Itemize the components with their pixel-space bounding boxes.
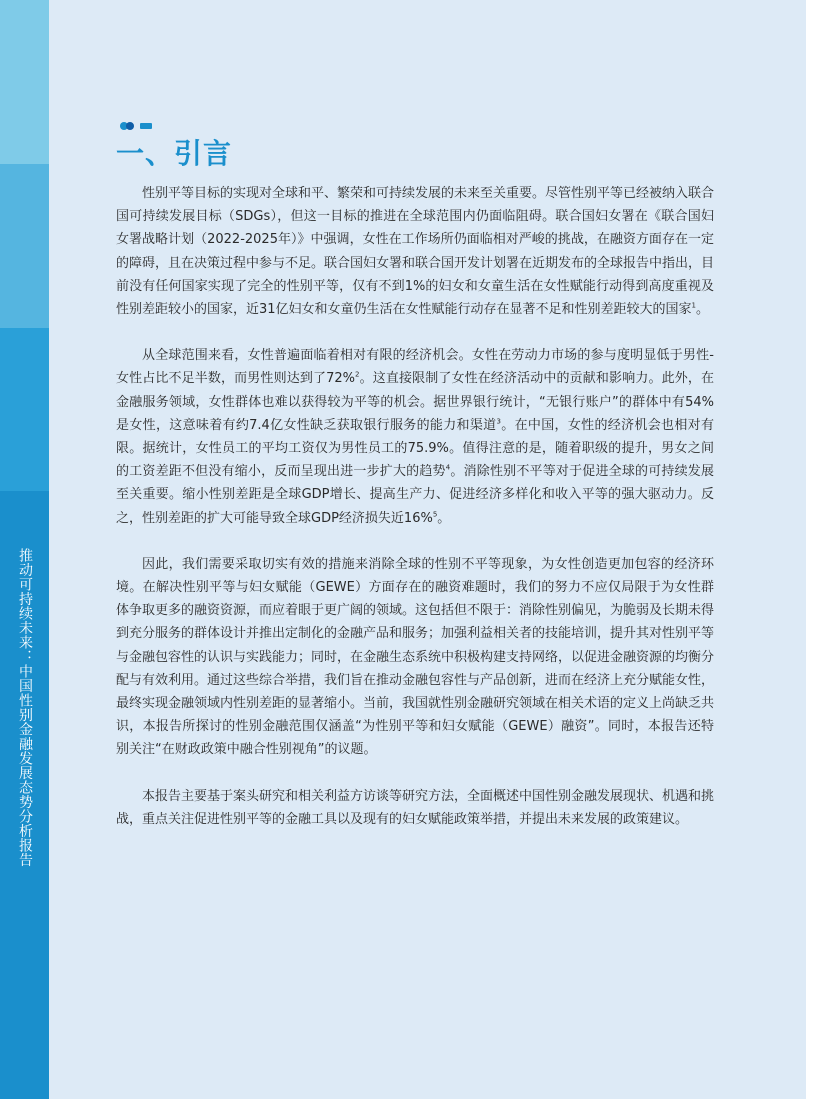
paragraph-text: 性别平等目标的实现对全球和平、繁荣和可持续发展的未来至关重要。尽管性别平等已经被纳入联合国可持续发展目标（SDGs），但这一目标的推进在全球范围内仍面临阻碍。联合国妇女署在《联合国妇女署战略计划（2022-2025年）》中强调，女性在工作场所仍面临相对严峻的挑战，在融资方面存在一定的障碍，且在决策过程中参与不足。联合国妇女署和联合国开发计划署在近期发布的全球报告中指出，目前没有任何国家实现了完全的性别平等，仅有不到1%的妇女和女童生活在女性赋能行动得到高度重视及性别差距较小的国家，近31亿妇女和女童仍生活在女性赋能行动存在显著不足和性别差距较大的国家 <box>116 186 715 318</box>
footnote-ref[interactable]: 1 <box>691 301 697 310</box>
paragraph-text: 。 <box>696 302 710 318</box>
sidebar-band-2 <box>0 164 49 328</box>
sidebar-band-1 <box>0 0 49 164</box>
paragraph <box>116 785 714 831</box>
footnote-ref[interactable]: 3 <box>496 417 501 426</box>
paragraph <box>116 344 714 530</box>
paragraph-text: 本报告主要基于案头研究和相关利益方访谈等研究方法，全面概述中国性别金融发展现状、机遇和挑战，重点关注促进性别平等的金融工具以及现有的妇女赋能政策举措，并提出未来发展的政策建议。 <box>116 788 715 827</box>
sidebar <box>0 0 49 1099</box>
heading-ornament <box>120 121 160 131</box>
paragraph-text: 从全球范围来看，女性普遍面临着相对有限的经济机会。女性在劳动力市场的参与度明显低于男性-女性占比不足半数，而男性则达到了72% <box>116 348 714 387</box>
ornament-dash <box>140 123 152 129</box>
paragraph-text: 。这直接限制了女性在经济活动中的贡献和影响力。此外，在金融服务领域，女性群体也难以获得较为平等的机会。据世界银行统计，“无银行账户”的群体中有54%是女性，这意味着有约7.4亿女性缺乏获取银行服务的能力和渠道 <box>116 371 714 433</box>
paragraph-text: 。 <box>437 510 451 526</box>
footnote-ref[interactable]: 2 <box>354 371 360 380</box>
paragraph-text: 。消除性别不平等对于促进全球的可持续发展至关重要。缩小性别差距是全球GDP增长、提高生产力、促进经济多样化和收入平等的强大驱动力。反之，性别差距的扩大可能导致全球GDP经济损失近16% <box>116 464 714 526</box>
body-text <box>116 182 714 854</box>
paragraph-text: 因此，我们需要采取切实有效的措施来消除全球的性别不平等现象，为女性创造更加包容的经济环境。在解决性别平等与妇女赋能（GEWE）方面存在的融资难题时，我们的努力不应仅局限于为女性群体争取更多的融资资源，而应着眼于更广阔的领域。这包括但不限于：消除性别偏见，为脆弱及长期未得到充分服务的群体设计并推出定制化的金融产品和服务；加强利益相关者的技能培训，提升其对性别平等与金融包容性的认识与实践能力；同时，在金融生态系统中积极构建支持网络，以促进金融资源的均衡分配与有效利用。通过这些综合举措，我们旨在推动金融包容性与产品创新，进而在经济上充分赋能女性，最终实现金融领域内性别差距的显著缩小。当前，我国就性别金融研究领域在相关术语的定义上尚缺乏共识，本报告所探讨的性别金融范围仅涵盖“为性别平等和妇女赋能（GEWE）融资”。同时，本报告还特别关注“在财政政策中融合性别视角”的议题。 <box>116 556 715 758</box>
ornament-dot <box>126 122 134 130</box>
page-edge <box>806 0 816 1099</box>
footnote-ref[interactable]: 4 <box>445 463 451 472</box>
footnote-ref[interactable]: 5 <box>432 510 438 519</box>
paragraph <box>116 553 714 762</box>
paragraph-text: 。在中国，女性的经济机会也相对有限。据统计，女性员工的平均工资仅为男性员工的75.9%。值得注意的是，随着职级的提升，男女之间的工资差距不但没有缩小，反而呈现出进一步扩大的趋势 <box>116 417 714 480</box>
section-heading: 一、引言 <box>116 137 233 170</box>
paragraph <box>116 182 714 321</box>
report-title-vertical: 推动可持续未来：中国性别金融发展态势分析报告 <box>17 548 33 867</box>
sidebar-band-3 <box>0 328 49 491</box>
